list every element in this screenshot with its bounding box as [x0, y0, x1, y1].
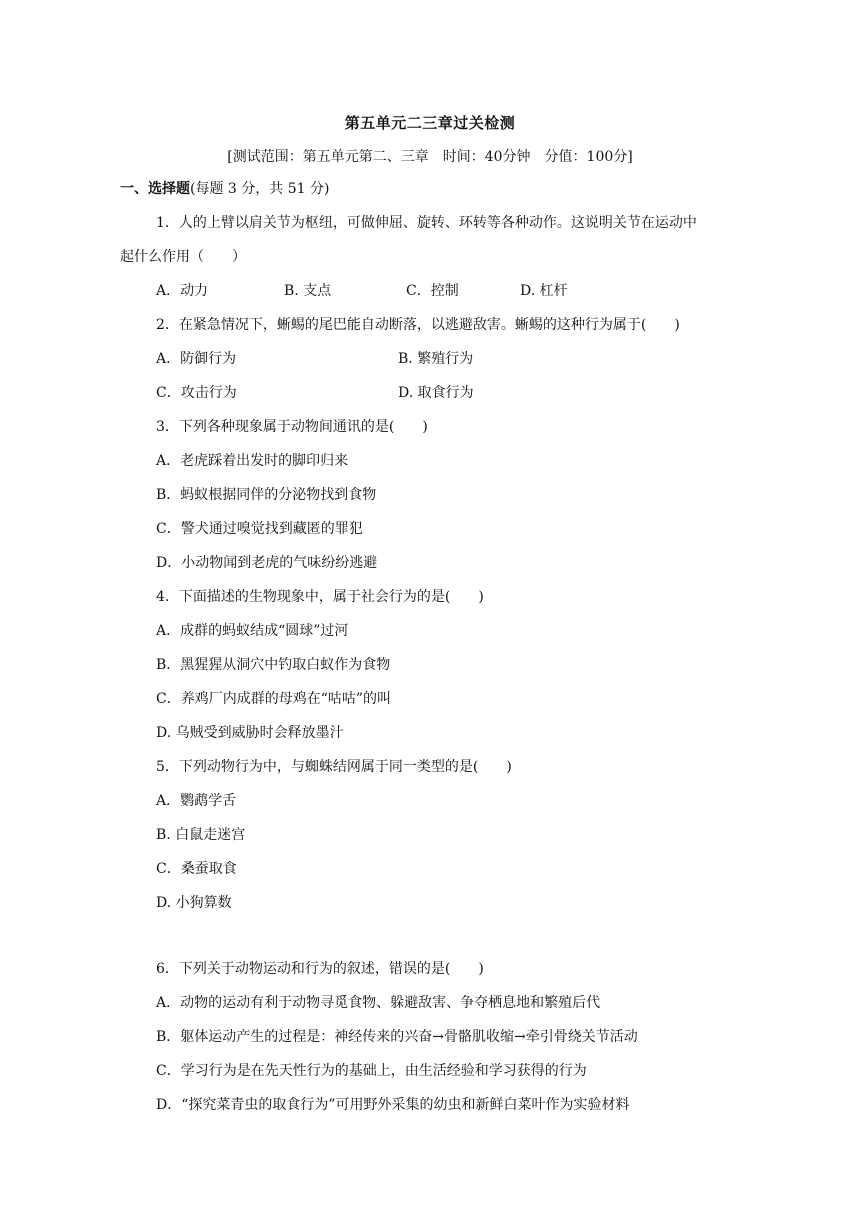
section-note: (每题 3 分，共 51 分): [190, 181, 330, 197]
question-4-option-b: B．黑猩猩从洞穴中钓取白蚁作为食物: [156, 657, 391, 673]
question-4-option-d: D. 乌贼受到威胁时会释放墨汁: [156, 725, 344, 741]
question-3-option-d: D．小动物闻到老虎的气味纷纷逃避: [156, 555, 378, 571]
question-3-option-b: B．蚂蚁根据同伴的分泌物找到食物: [156, 487, 377, 503]
question-6-option-a: A．动物的运动有利于动物寻觅食物、躲避敌害、争夺栖息地和繁殖后代: [156, 995, 601, 1011]
question-1-option-b: B. 支点: [284, 283, 332, 299]
question-3-stem: 3．下列各种现象属于动物间通讯的是( ): [156, 419, 428, 435]
question-5-option-d: D. 小狗算数: [156, 895, 232, 911]
question-5-option-b: B. 白鼠走迷宫: [156, 827, 246, 843]
question-3-option-a: A．老虎踩着出发时的脚印归来: [156, 453, 349, 469]
question-1-option-d: D. 杠杆: [520, 283, 568, 299]
question-1-stem-line-1: 1．人的上臂以肩关节为枢纽，可做伸屈、旋转、环转等各种动作。这说明关节在运动中: [156, 215, 697, 231]
test-scope-line: [测试范围：第五单元第二、三章 时间：40分钟 分值：100分]: [227, 149, 633, 165]
question-4-option-a: A．成群的蚂蚁结成“圆球”过河: [156, 623, 349, 639]
question-2-option-c: C．攻击行为: [156, 385, 237, 401]
question-6-option-c: C．学习行为是在先天性行为的基础上，由生活经验和学习获得的行为: [156, 1063, 587, 1079]
question-6-option-d: D．“探究菜青虫的取食行为”可用野外采集的幼虫和新鲜白菜叶作为实验材料: [156, 1097, 630, 1113]
question-2-option-b: B. 繁殖行为: [398, 351, 474, 367]
section-heading: 一、选择题: [120, 181, 190, 197]
question-5-stem: 5．下列动物行为中，与蜘蛛结网属于同一类型的是( ): [156, 759, 512, 775]
page-title: 第五单元二三章过关检测: [344, 114, 516, 132]
question-5-option-a: A．鹦鹉学舌: [156, 793, 237, 809]
question-4-option-c: C．养鸡厂内成群的母鸡在“咕咕”的叫: [156, 691, 392, 707]
question-1-option-c: C．控制: [406, 283, 459, 299]
question-1-option-a: A．动力: [156, 283, 209, 299]
question-4-stem: 4．下面描述的生物现象中，属于社会行为的是( ): [156, 589, 484, 605]
question-5-option-c: C．桑蚕取食: [156, 861, 237, 877]
section-heading-line: [120, 180, 329, 198]
question-2-option-a: A．防御行为: [156, 351, 237, 367]
question-6-option-b: B．躯体运动产生的过程是：神经传来的兴奋→骨骼肌收缩→牵引骨绕关节活动: [156, 1029, 638, 1045]
question-1-stem-line-2: 起什么作用（ ）: [120, 249, 246, 265]
question-2-option-d: D. 取食行为: [398, 385, 474, 401]
question-6-stem: 6．下列关于动物运动和行为的叙述，错误的是( ): [156, 961, 484, 977]
question-2-stem: 2．在紧急情况下，蜥蜴的尾巴能自动断落，以逃避敌害。蜥蜴的这种行为属于( ): [156, 317, 680, 333]
question-3-option-c: C．警犬通过嗅觉找到藏匿的罪犯: [156, 521, 363, 537]
